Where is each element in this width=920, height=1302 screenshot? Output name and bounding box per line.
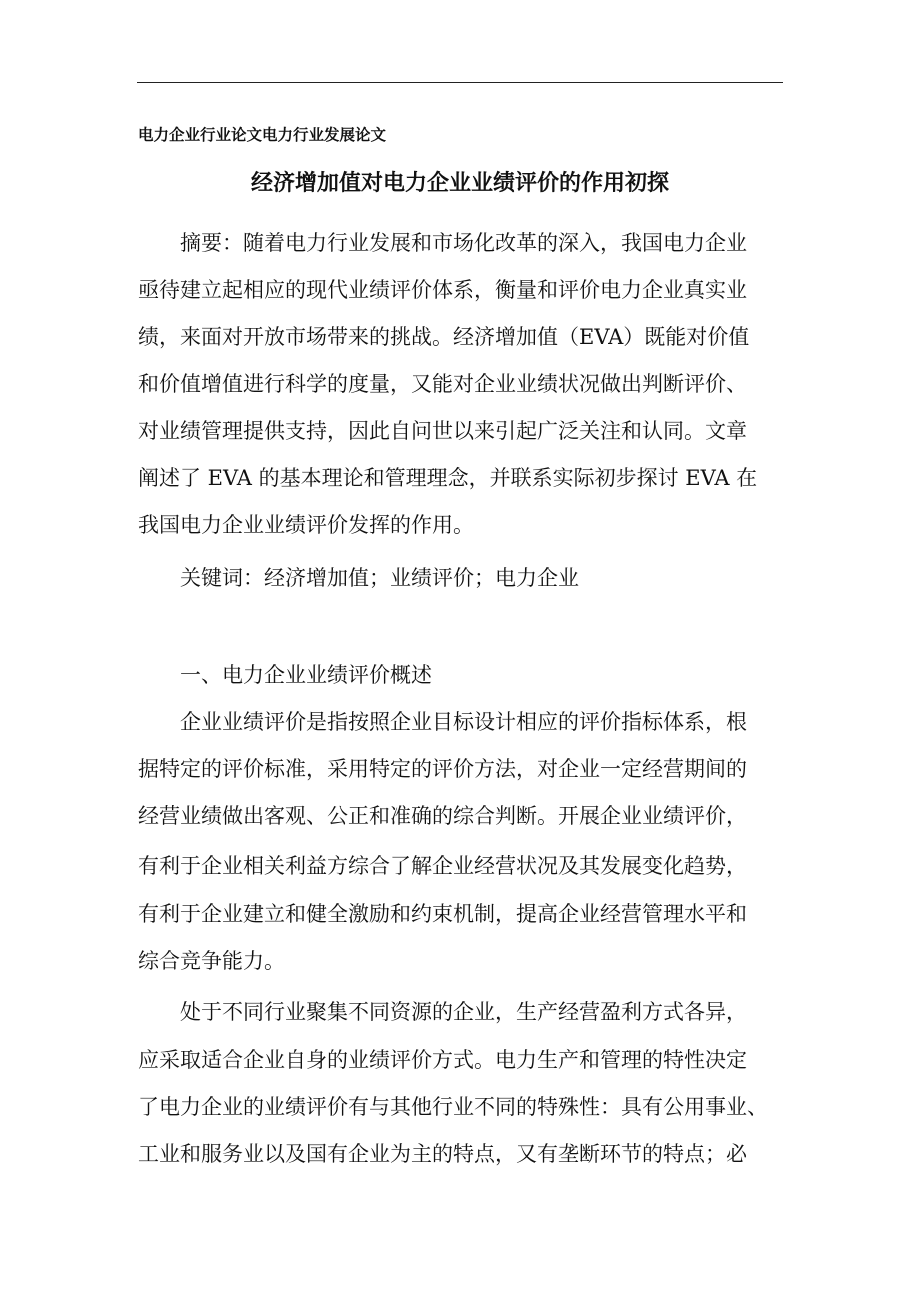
paragraph-line: 经营业绩做出客观、公正和准确的综合判断。开展企业业绩评价， <box>138 804 747 828</box>
paragraph-line: 处于不同行业聚集不同资源的企业，生产经营盈利方式各异， <box>180 1000 747 1024</box>
abstract-line: 绩，来面对开放市场带来的挑战。经济增加值（EVA）既能对价值 <box>138 325 750 349</box>
abstract-line: 和价值增值进行科学的度量，又能对企业业绩状况做出判断评价、 <box>138 372 747 396</box>
paragraph-line: 企业业绩评价是指按照企业目标设计相应的评价指标体系，根 <box>180 710 747 734</box>
paragraph-line: 应采取适合企业自身的业绩评价方式。电力生产和管理的特性决定 <box>138 1048 747 1072</box>
paragraph-line: 有利于企业建立和健全激励和约束机制，提高企业经营管理水平和 <box>138 902 747 926</box>
section-heading: 一、电力企业业绩评价概述 <box>180 663 432 687</box>
abstract-line: 摘要：随着电力行业发展和市场化改革的深入，我国电力企业 <box>180 231 747 255</box>
header-rule <box>137 82 783 83</box>
abstract-line: 阐述了 EVA 的基本理论和管理理念，并联系实际初步探讨 EVA 在 <box>138 466 758 490</box>
paragraph-line: 综合竞争能力。 <box>138 949 285 973</box>
abstract-line: 对业绩管理提供支持，因此自问世以来引起广泛关注和认同。文章 <box>138 419 747 443</box>
keywords: 关键词：经济增加值；业绩评价；电力企业 <box>180 566 579 590</box>
paragraph-line: 据特定的评价标准，采用特定的评价方法，对企业一定经营期间的 <box>138 757 747 781</box>
abstract-line: 我国电力企业业绩评价发挥的作用。 <box>138 513 474 537</box>
abstract-line: 亟待建立起相应的现代业绩评价体系，衡量和评价电力企业真实业 <box>138 278 747 302</box>
paragraph-line: 工业和服务业以及国有企业为主的特点，又有垄断环节的特点；必 <box>138 1142 747 1166</box>
document-header: 电力企业行业论文电力行业发展论文 <box>138 125 387 144</box>
document-title: 经济增加值对电力企业业绩评价的作用初探 <box>250 170 669 196</box>
paragraph-line: 有利于企业相关利益方综合了解企业经营状况及其发展变化趋势， <box>138 854 747 878</box>
paragraph-line: 了电力企业的业绩评价有与其他行业不同的特殊性：具有公用事业、 <box>138 1095 768 1119</box>
